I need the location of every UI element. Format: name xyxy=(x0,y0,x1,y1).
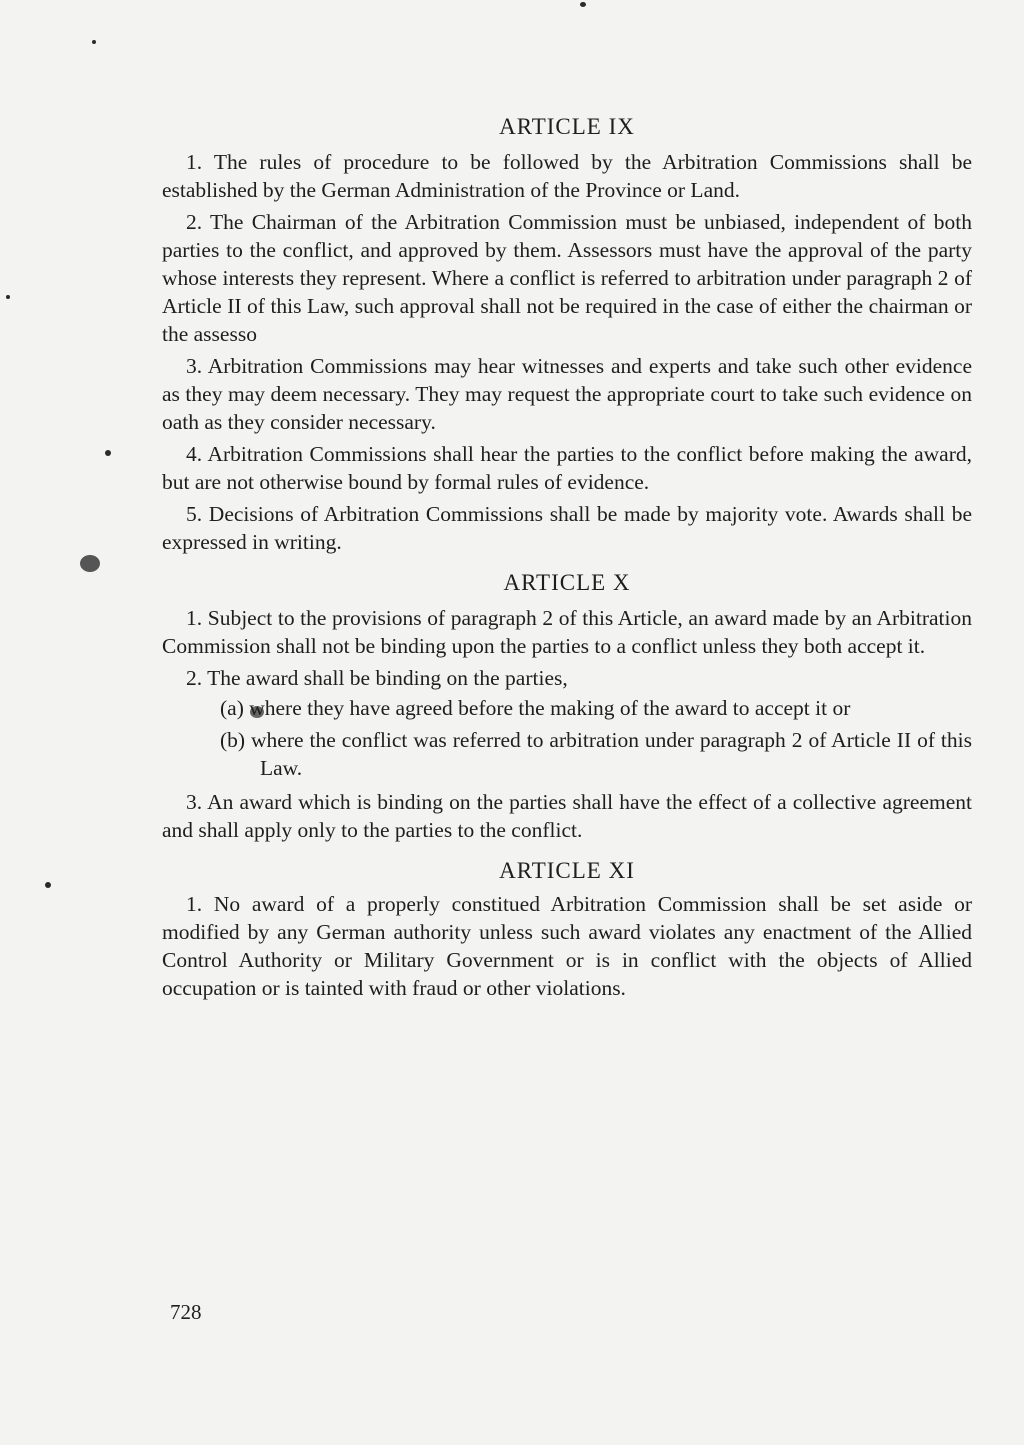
article-paragraph: 3. An award which is binding on the parties shall have the effect of a collective agreement and shall apply only to the parties to the conflict. xyxy=(162,790,972,842)
article-heading: ARTICLE X xyxy=(503,570,631,595)
scan-speck xyxy=(105,450,111,456)
article-subparagraph: (a) where they have agreed before the making of the award to accept it or xyxy=(220,696,851,720)
article-paragraph: 2. The award shall be binding on the parties, xyxy=(186,666,568,690)
scan-speck xyxy=(6,295,10,299)
article-paragraph: 4. Arbitration Commissions shall hear the parties to the conflict before making the award, but are not otherwise bound by formal rules of evidence. xyxy=(162,442,972,494)
article-xi xyxy=(162,856,972,1002)
article-paragraph: 1. No award of a properly constitued Arbitration Commission shall be set aside or modified by any German authority unless such award violates any enactment of the Allied Control Authority or Military Government or is in conflict with the objects of Allied occupation or is tainted with fraud or other violations. xyxy=(162,892,972,1000)
scan-speck xyxy=(45,882,51,888)
article-ix xyxy=(162,112,972,556)
scan-speck xyxy=(580,2,586,7)
article-paragraph: 2. The Chairman of the Arbitration Commission must be unbiased, independent of both parties to the conflict, and approved by them. Assessors must have the approval of the party whose interests they represent. Where a conflict is referred to arbitration under paragraph 2 of Article II of this Law, such approval shall not be required in the case of either the chairman or the assesso xyxy=(162,210,972,346)
article-x xyxy=(162,568,972,844)
article-paragraph: 3. Arbitration Commissions may hear witnesses and experts and take such other evidence as they may deem necessary. They may request the appropriate court to take such evidence on oath as they consider necessary. xyxy=(162,354,972,434)
document-body xyxy=(162,112,972,1002)
page-number: 728 xyxy=(170,1300,202,1324)
article-paragraph: 1. Subject to the provisions of paragraph 2 of this Article, an award made by an Arbitration Commission shall not be binding upon the parties to a conflict unless they both accept it. xyxy=(162,606,972,658)
article-heading: ARTICLE XI xyxy=(499,858,635,883)
scan-speck xyxy=(92,40,96,44)
article-paragraph: 5. Decisions of Arbitration Commissions shall be made by majority vote. Awards shall be expressed in writing. xyxy=(162,502,972,554)
article-subparagraph: (b) where the conflict was referred to arbitration under paragraph 2 of Article II of this Law. xyxy=(220,728,972,780)
article-heading: ARTICLE IX xyxy=(499,114,635,139)
article-paragraph: 1. The rules of procedure to be followed by the Arbitration Commissions shall be established by the German Administration of the Province or Land. xyxy=(162,150,972,202)
scan-speck xyxy=(80,555,100,572)
